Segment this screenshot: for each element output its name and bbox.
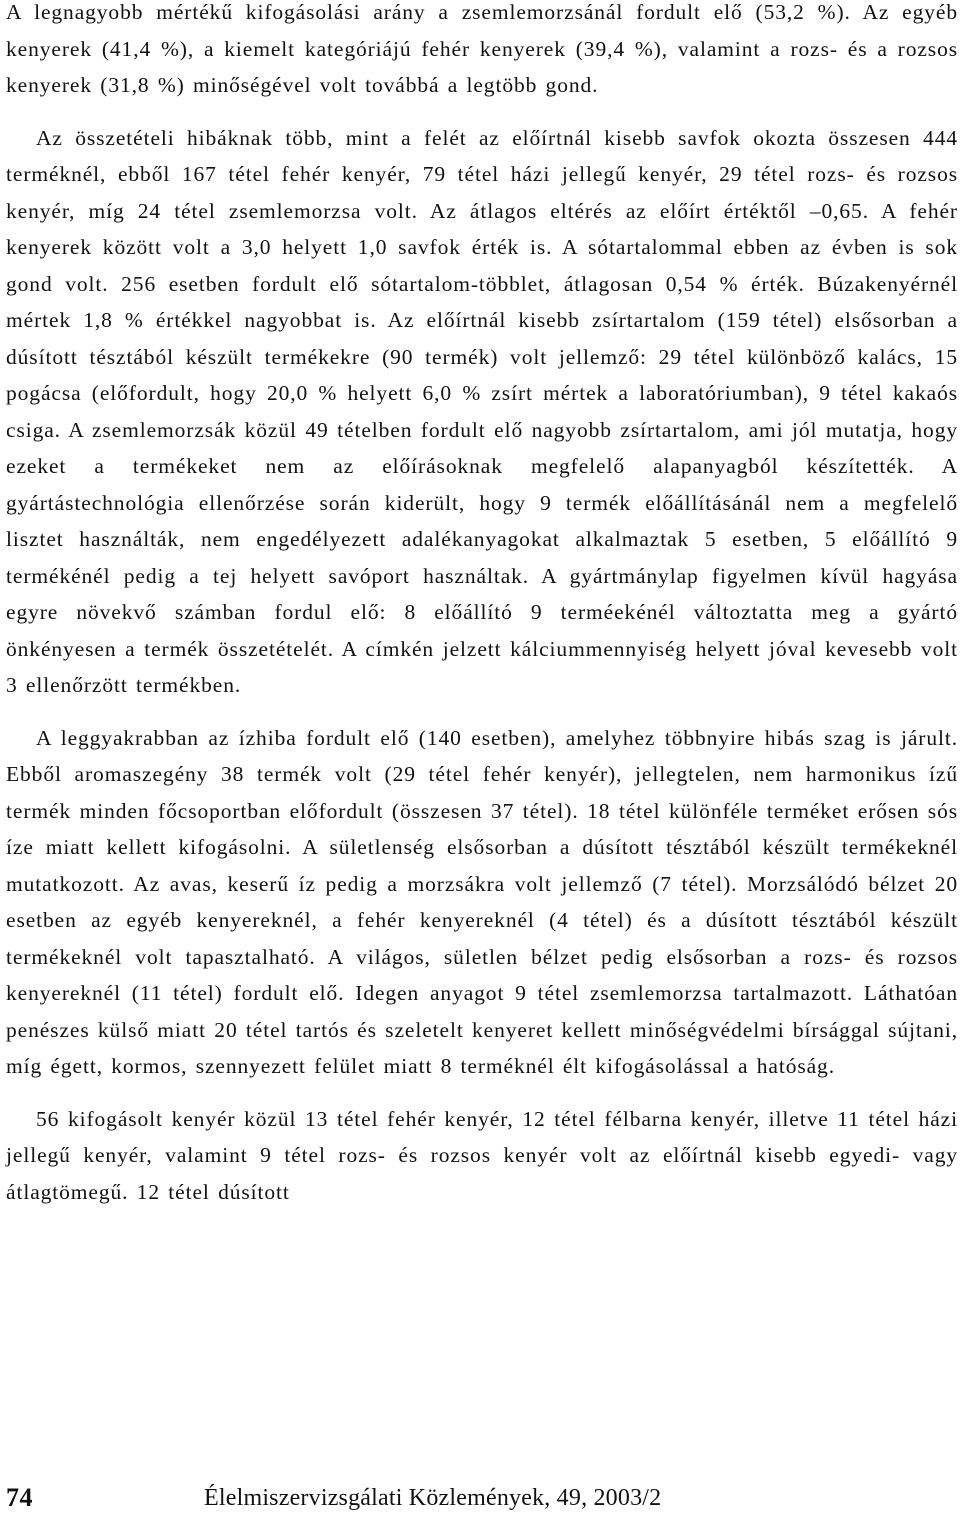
- paragraph: A leggyakrabban az ízhiba fordult elő (140 esetben), amelyhez többnyire hibás szag is járult. Ebből aromaszegény 38 termék volt (29 tétel fehér kenyér), jellegtelen, nem harmonikus ízű termék minden főcsoportban előfordult (összesen 37 tétel). 18 tétel különféle terméket erősen sós íze miatt kellett kifogásolni. A sületlenség elsősorban a dúsított tésztából készült termékeknél mutatkozott. Az avas, keserű íz pedig a morzsákra volt jellemző (7 tétel). Morzsálódó bélzet 20 esetben az egyéb kenyereknél, a fehér kenyereknél (4 tétel) és a dúsított tésztából készült termékeknél volt tapasztalható. A világos, sületlen bélzet pedig elsősorban a rozs- és rozsos kenyereknél (11 tétel) fordult elő. Idegen anyagot 9 tétel zsemlemorzsa tartalmazott. Láthatóan penészes külső miatt 20 tétel tartós és szeletelt kenyeret kellett minőségvédelmi bírsággal sújtani, míg égett, kormos, szennyezett felület miatt 8 terméknél élt kifogásolással a hatóság.: [6, 725, 958, 1078]
- paragraph: 56 kifogásolt kenyér közül 13 tétel fehér kenyér, 12 tétel félbarna kenyér, illetve 11 tétel házi jellegű kenyér, valamint 9 tétel rozs- és rozsos kenyér volt az előírtnál kisebb egyedi- vagy átlagtömegű. 12 tétel dúsított: [6, 1106, 958, 1204]
- paragraph: Az összetételi hibáknak több, mint a felét az előírtnál kisebb savfok okozta összesen 444 terméknél, ebből 167 tétel fehér kenyér, 79 tétel házi jellegű kenyér, 29 tétel rozs- és rozsos kenyér, míg 24 tétel zsemlemorzsa volt. Az átlagos eltérés az előírt értéktől –0,65. A fehér kenyerek között volt a 3,0 helyett 1,0 savfok érték is. A sótartalommal ebben az évben is sok gond volt. 256 esetben fordult elő sótartalom-többlet, átlagosan 0,54 % érték. Búzakenyérnél mértek 1,8 % értékkel nagyobbat is. Az előírtnál kisebb zsírtartalom (159 tétel) elsősorban a dúsított tésztából készült termékekre (90 termék) volt jellemző: 29 tétel különböző kalács, 15 pogácsa (előfordult, hogy 20,0 % helyett 6,0 % zsírt mértek a laboratóriumban), 9 tétel kakaós csiga. A zsemlemorzsák közül 49 tételben fordult elő nagyobb zsírtartalom, ami jól mutatja, hogy ezeket a termékeket nem az előírásoknak megfelelő alapanyagból készítették. A gyártástechnológia ellenőrzése során kiderült, hogy 9 termék előállításánál nem a megfelelő lisztet használták, nem engedélyezett adalékanyagokat alkalmaztak 5 esetben, 5 előállító 9 termékénél pedig a tej helyett savóport használtak. A gyártmánylap figyelmen kívül hagyása egyre növekvő számban fordul elő: 8 előállító 9 terméekénél változtatta meg a gyártó önkényesen a termék összetételét. A címkén jelzett kálciummennyiség helyett jóval kevesebb volt 3 ellenőrzött termékben.: [6, 125, 958, 697]
- page-footer: [6, 1483, 960, 1519]
- journal-citation: Élelmiszervizsgálati Közlemények, 49, 2003/2: [204, 1485, 662, 1511]
- body-text: [6, 0, 958, 1226]
- paragraph: A legnagyobb mértékű kifogásolási arány a zsemlemorzsánál fordult elő (53,2 %). Az egyéb kenyerek (41,4 %), a kiemelt kategóriájú fehér kenyerek (39,4 %), valamint a rozs- és a rozsos kenyerek (31,8 %) minőségével volt továbbá a legtöbb gond.: [6, 0, 958, 97]
- page-number: 74: [6, 1483, 33, 1512]
